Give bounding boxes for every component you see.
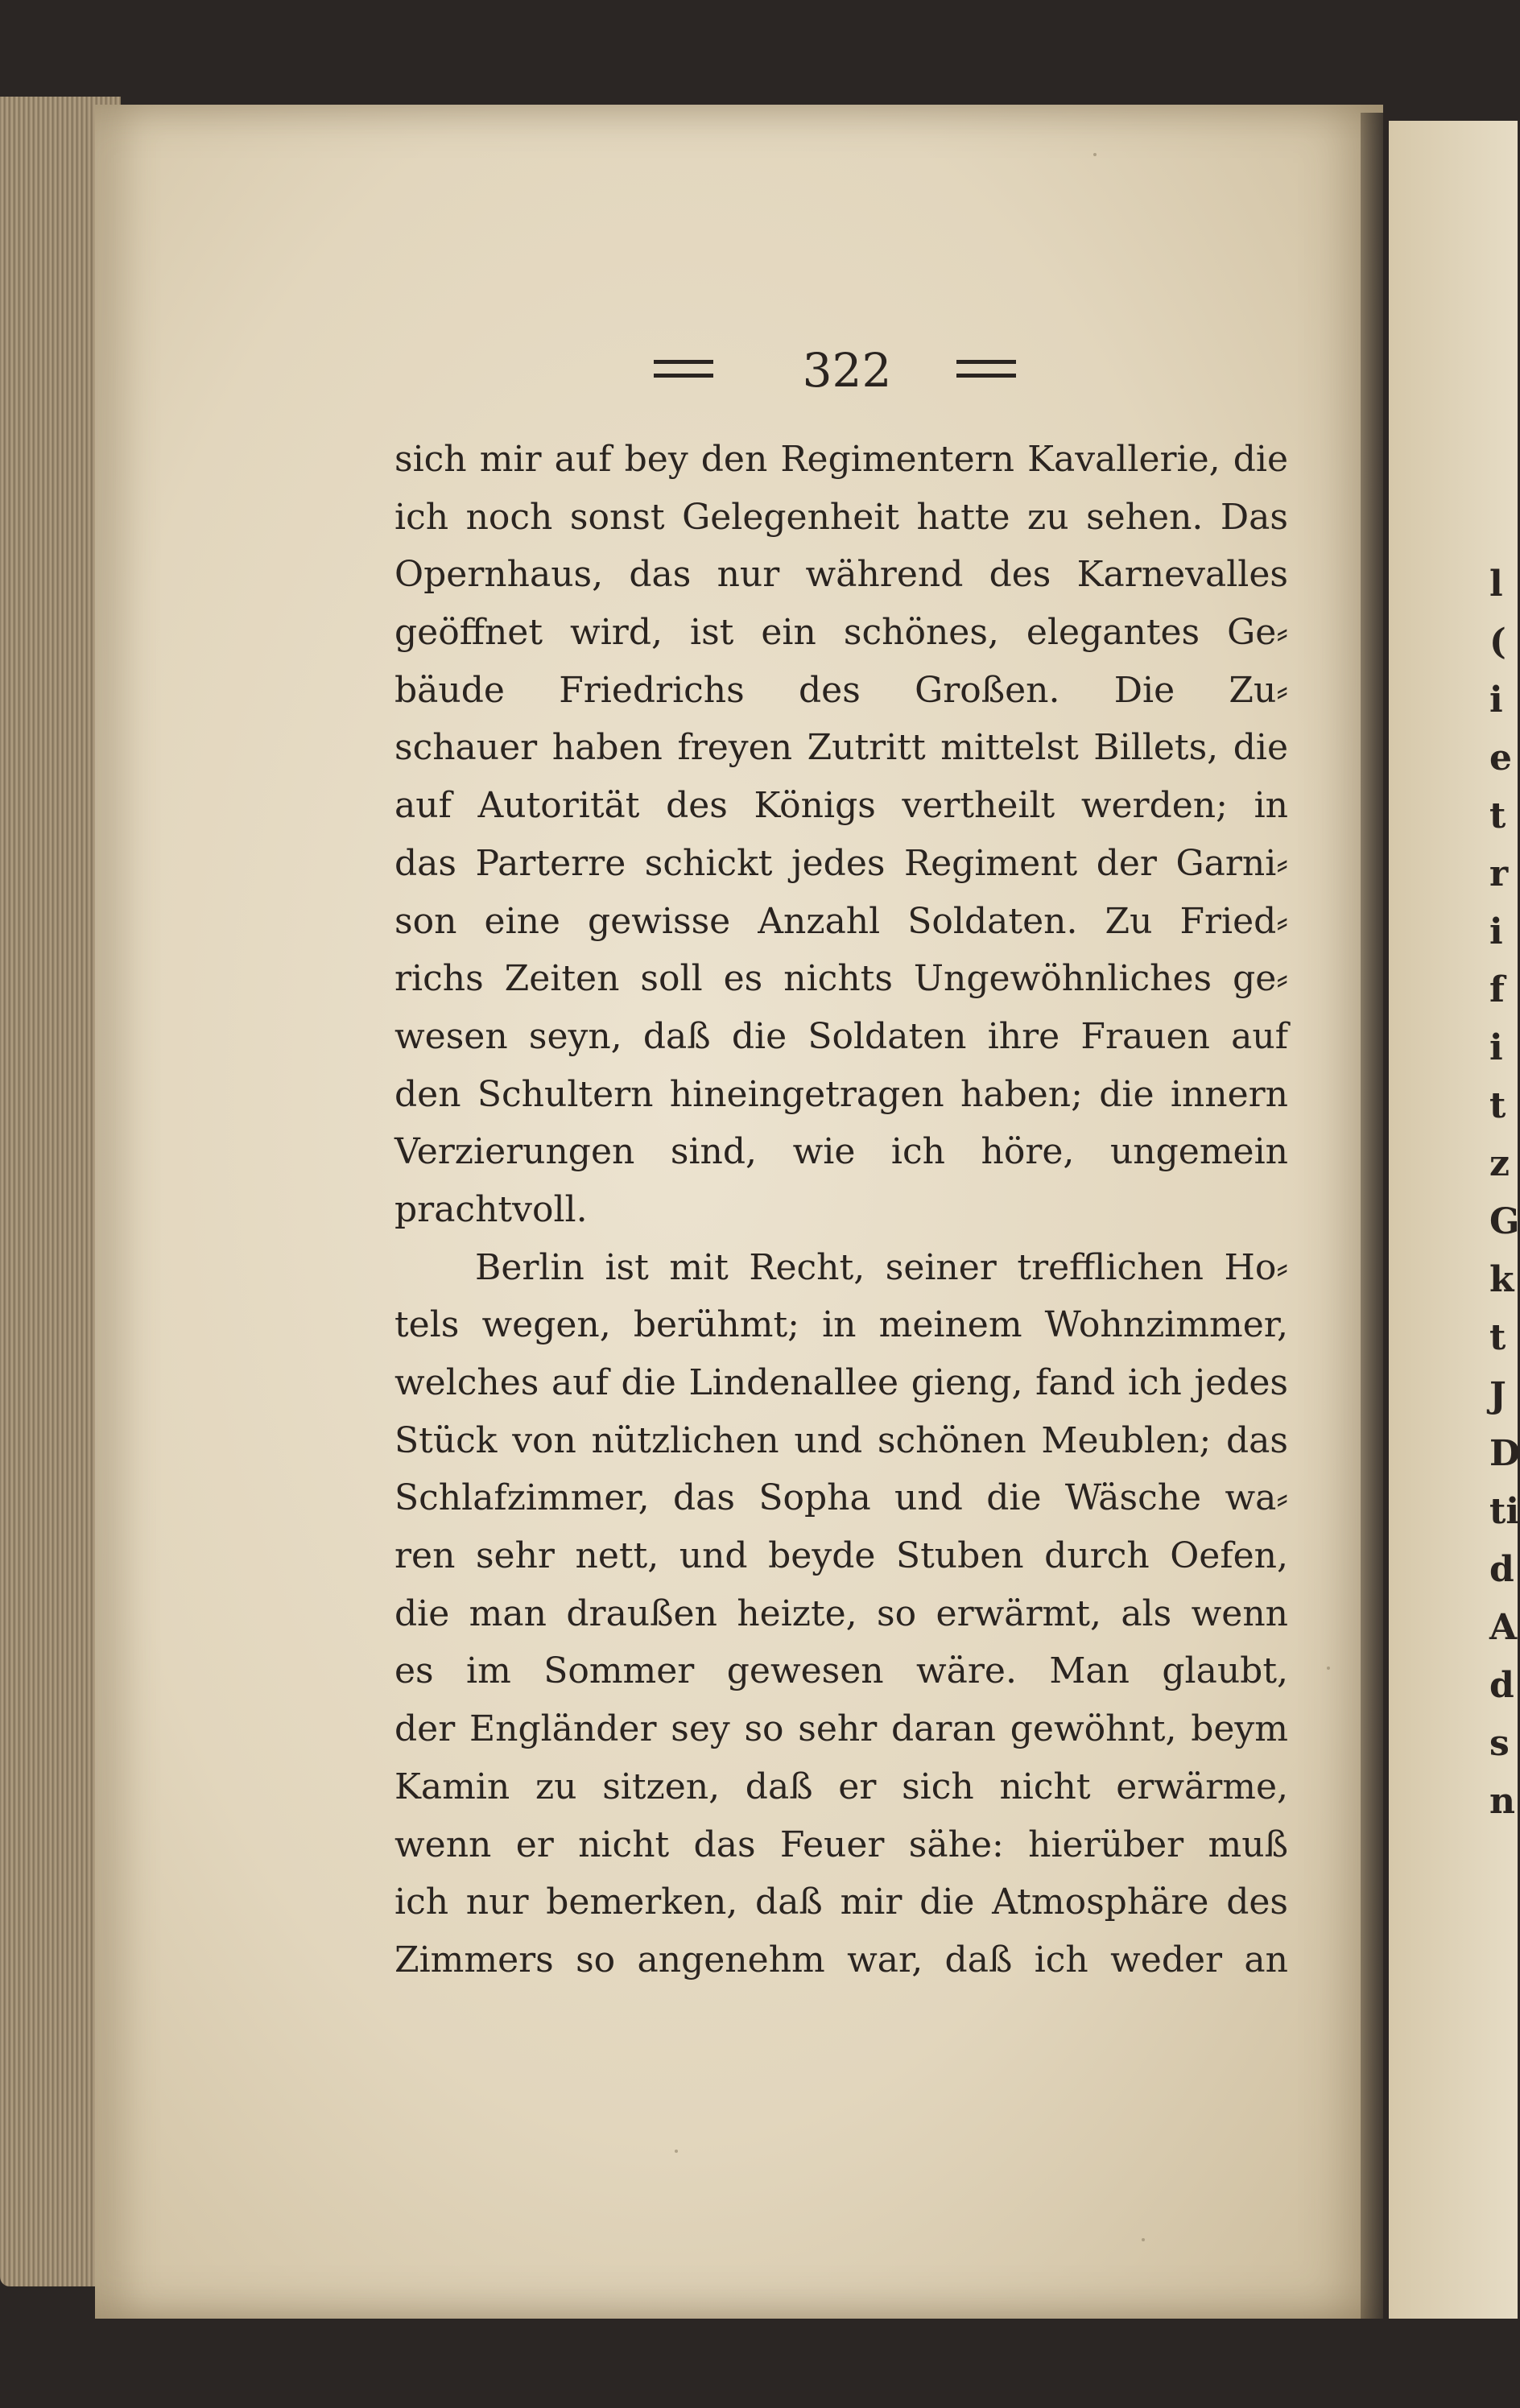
facing-page-letter: s [1489,1723,1510,1764]
facing-page-letter: i [1489,1027,1503,1068]
text-line: Berlin ist mit Recht, seiner trefflichen Ho⸗ [475,1246,1288,1288]
text-line: Stück von nützlichen und schönen Meublen; das [394,1419,1288,1461]
running-head [654,342,1040,407]
facing-page-letter: r [1489,853,1509,894]
text-line: Verzierungen sind, wie ich höre, ungemein [394,1131,1288,1173]
text-line: richs Zeiten soll es nichts Ungewöhnliches ge⸗ [394,958,1288,1000]
facing-page-letter: l [1489,564,1503,605]
text-line: wesen seyn, daß die Soldaten ihre Frauen auf [394,1015,1288,1057]
text-line: geöffnet wird, ist ein schönes, elegantes Ge⸗ [394,612,1288,654]
header-rule-right [956,360,1016,378]
facing-page-letter: n [1489,1781,1515,1822]
page-number: 322 [802,343,892,398]
text-line: die man draußen heizte, so erwärmt, als wenn [394,1592,1288,1634]
text-line: das Parterre schickt jedes Regiment der Garni⸗ [394,842,1288,884]
text-line: prachtvoll. [394,1188,588,1230]
facing-page-letter: A [1489,1607,1518,1648]
facing-page-letter: t [1489,1317,1506,1358]
text-line: Kamin zu sitzen, daß er sich nicht erwärme, [394,1766,1288,1807]
text-line: son eine gewisse Anzahl Soldaten. Zu Fried⸗ [394,900,1288,942]
gutter-shadow [1361,113,1393,2319]
body-text [394,431,1288,1989]
facing-page-letter: t [1489,795,1506,836]
text-line: Opernhaus, das nur während des Karnevalles [394,554,1288,596]
paper-speck [1093,153,1097,156]
text-line: Schlafzimmer, das Sopha und die Wäsche wa⸗ [394,1477,1288,1519]
facing-page-letter: k [1489,1259,1514,1300]
facing-page-letter: t [1489,1085,1506,1126]
text-line: der Engländer sey so sehr daran gewöhnt, beym [394,1708,1288,1750]
facing-page-letter: e [1489,737,1512,779]
paper-speck [1142,2238,1145,2241]
facing-page-letter: i [1489,911,1503,952]
facing-page-letter: d [1489,1665,1514,1706]
text-line: welches auf die Lindenallee gieng, fand ich jedes [394,1362,1288,1403]
text-line: Zimmers so angenehm war, daß ich weder an [394,1939,1288,1981]
text-line: den Schultern hineingetragen haben; die innern [394,1073,1288,1115]
paper-speck [1327,1667,1330,1670]
facing-page-letter: z [1489,1143,1510,1184]
text-line: ich noch sonst Gelegenheit hatte zu sehen. Das [394,496,1288,538]
text-line: auf Autorität des Königs vertheilt werden; in [394,785,1288,827]
facing-page-letter: G [1489,1201,1520,1242]
header-rule-left [654,360,713,378]
text-line: schauer haben freyen Zutritt mittelst Billets, die [394,727,1288,769]
text-line: es im Sommer gewesen wäre. Man glaubt, [394,1650,1288,1692]
facing-page-letter: ti [1489,1491,1520,1532]
facing-page-letter: i [1489,679,1503,721]
facing-page-letter: d [1489,1549,1514,1590]
text-line: ren sehr nett, und beyde Stuben durch Oefen, [394,1535,1288,1577]
text-line: ich nur bemerken, daß mir die Atmosphäre des [394,1881,1288,1923]
text-line: bäude Friedrichs des Großen. Die Zu⸗ [394,669,1288,711]
facing-page-letter: f [1489,969,1505,1010]
facing-page-letter: ( [1489,622,1506,663]
text-line: sich mir auf bey den Regimentern Kavallerie, die [394,439,1288,480]
paper-speck [675,2150,678,2153]
text-line: wenn er nicht das Feuer sähe: hierüber muß [394,1824,1288,1865]
facing-page-letter: J [1489,1375,1506,1416]
text-line: tels wegen, berühmt; in meinem Wohnzimmer, [394,1304,1288,1346]
facing-page-letter: D [1489,1433,1520,1474]
